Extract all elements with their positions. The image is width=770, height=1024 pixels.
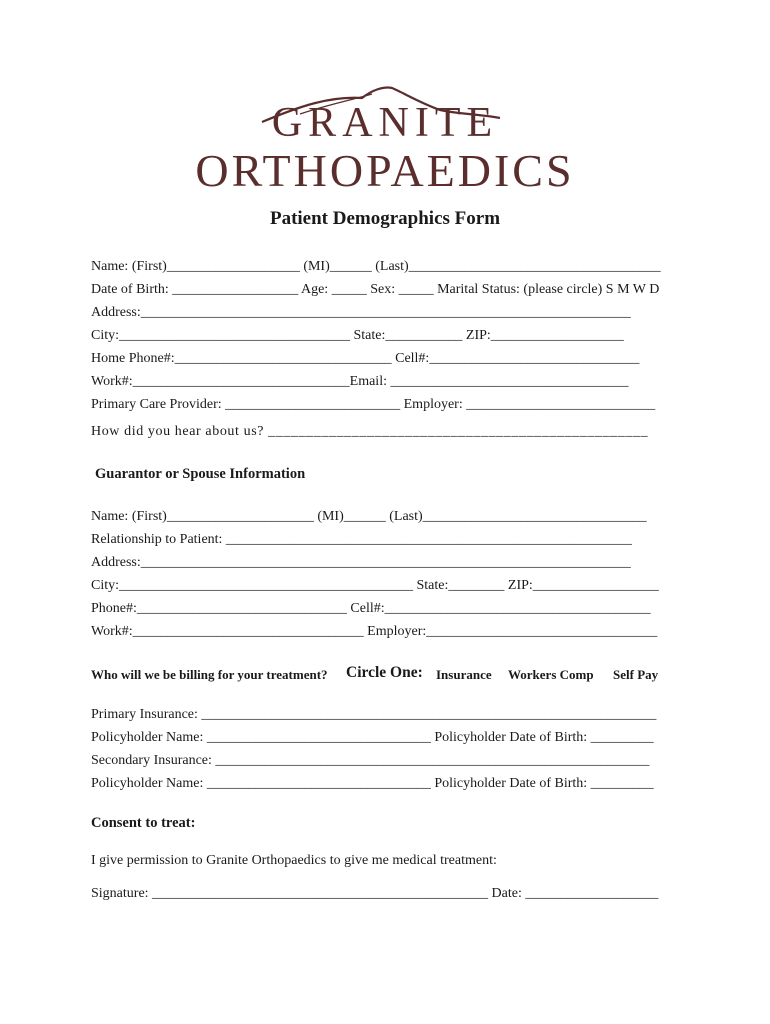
- signature-date-field[interactable]: Signature: ________________________________________________ Date: ___________________: [91, 886, 659, 901]
- policyholder-primary-field[interactable]: Policyholder Name: ________________________________ Policyholder Date of Birth: _________: [91, 730, 654, 745]
- patient-heard-about-field[interactable]: How did you hear about us? __________________________________________________: [91, 424, 649, 439]
- guarantor-address-field[interactable]: Address:______________________________________________________________________: [91, 555, 631, 570]
- policyholder-secondary-field[interactable]: Policyholder Name: ________________________________ Policyholder Date of Birth: _________: [91, 776, 654, 791]
- billing-option-insurance[interactable]: Insurance: [436, 667, 492, 682]
- patient-home-phone-field[interactable]: Home Phone#:_______________________________ Cell#:______________________________: [91, 351, 640, 366]
- patient-dob-field[interactable]: Date of Birth: __________________ Age: _____ Sex: _____ Marital Status: (please circle) S M W D: [91, 282, 660, 297]
- consent-statement: I give permission to Granite Orthopaedics to give me medical treatment:: [91, 853, 497, 868]
- guarantor-heading: Guarantor or Spouse Information: [95, 466, 306, 482]
- logo-text-granite: GRANITE: [271, 100, 499, 146]
- logo-text-orthopaedics: ORTHOPAEDICS: [195, 145, 575, 196]
- guarantor-city-field[interactable]: City:__________________________________________ State:________ ZIP:__________________: [91, 578, 659, 593]
- secondary-insurance-field[interactable]: Secondary Insurance: ______________________________________________________________: [91, 753, 650, 768]
- patient-name-field[interactable]: Name: (First)___________________ (MI)______ (Last)____________________________________: [91, 259, 661, 274]
- guarantor-relationship-field[interactable]: Relationship to Patient: __________________________________________________________: [91, 532, 632, 547]
- billing-question: Who will we be billing for your treatment?: [91, 667, 328, 682]
- patient-city-field[interactable]: City:_________________________________ State:___________ ZIP:___________________: [91, 328, 624, 343]
- primary-insurance-field[interactable]: Primary Insurance: _________________________________________________________________: [91, 707, 657, 722]
- billing-option-workers-comp[interactable]: Workers Comp: [508, 667, 594, 682]
- guarantor-work-field[interactable]: Work#:_________________________________ Employer:_________________________________: [91, 624, 658, 639]
- page-title: Patient Demographics Form: [269, 208, 501, 229]
- billing-option-self-pay[interactable]: Self Pay: [613, 667, 659, 682]
- granite-orthopaedics-logo: [0, 84, 770, 194]
- billing-circle-one: Circle One:: [346, 664, 423, 681]
- guarantor-name-field[interactable]: Name: (First)_____________________ (MI)______ (Last)________________________________: [91, 509, 647, 524]
- patient-work-email-field[interactable]: Work#:_______________________________Email: __________________________________: [91, 374, 629, 389]
- billing-question-row: [91, 664, 663, 684]
- patient-address-field[interactable]: Address:______________________________________________________________________: [91, 305, 631, 320]
- consent-heading: Consent to treat:: [91, 815, 196, 831]
- guarantor-phone-field[interactable]: Phone#:______________________________ Cell#:______________________________________: [91, 601, 651, 616]
- patient-primary-care-field[interactable]: Primary Care Provider: _________________________ Employer: ___________________________: [91, 397, 656, 412]
